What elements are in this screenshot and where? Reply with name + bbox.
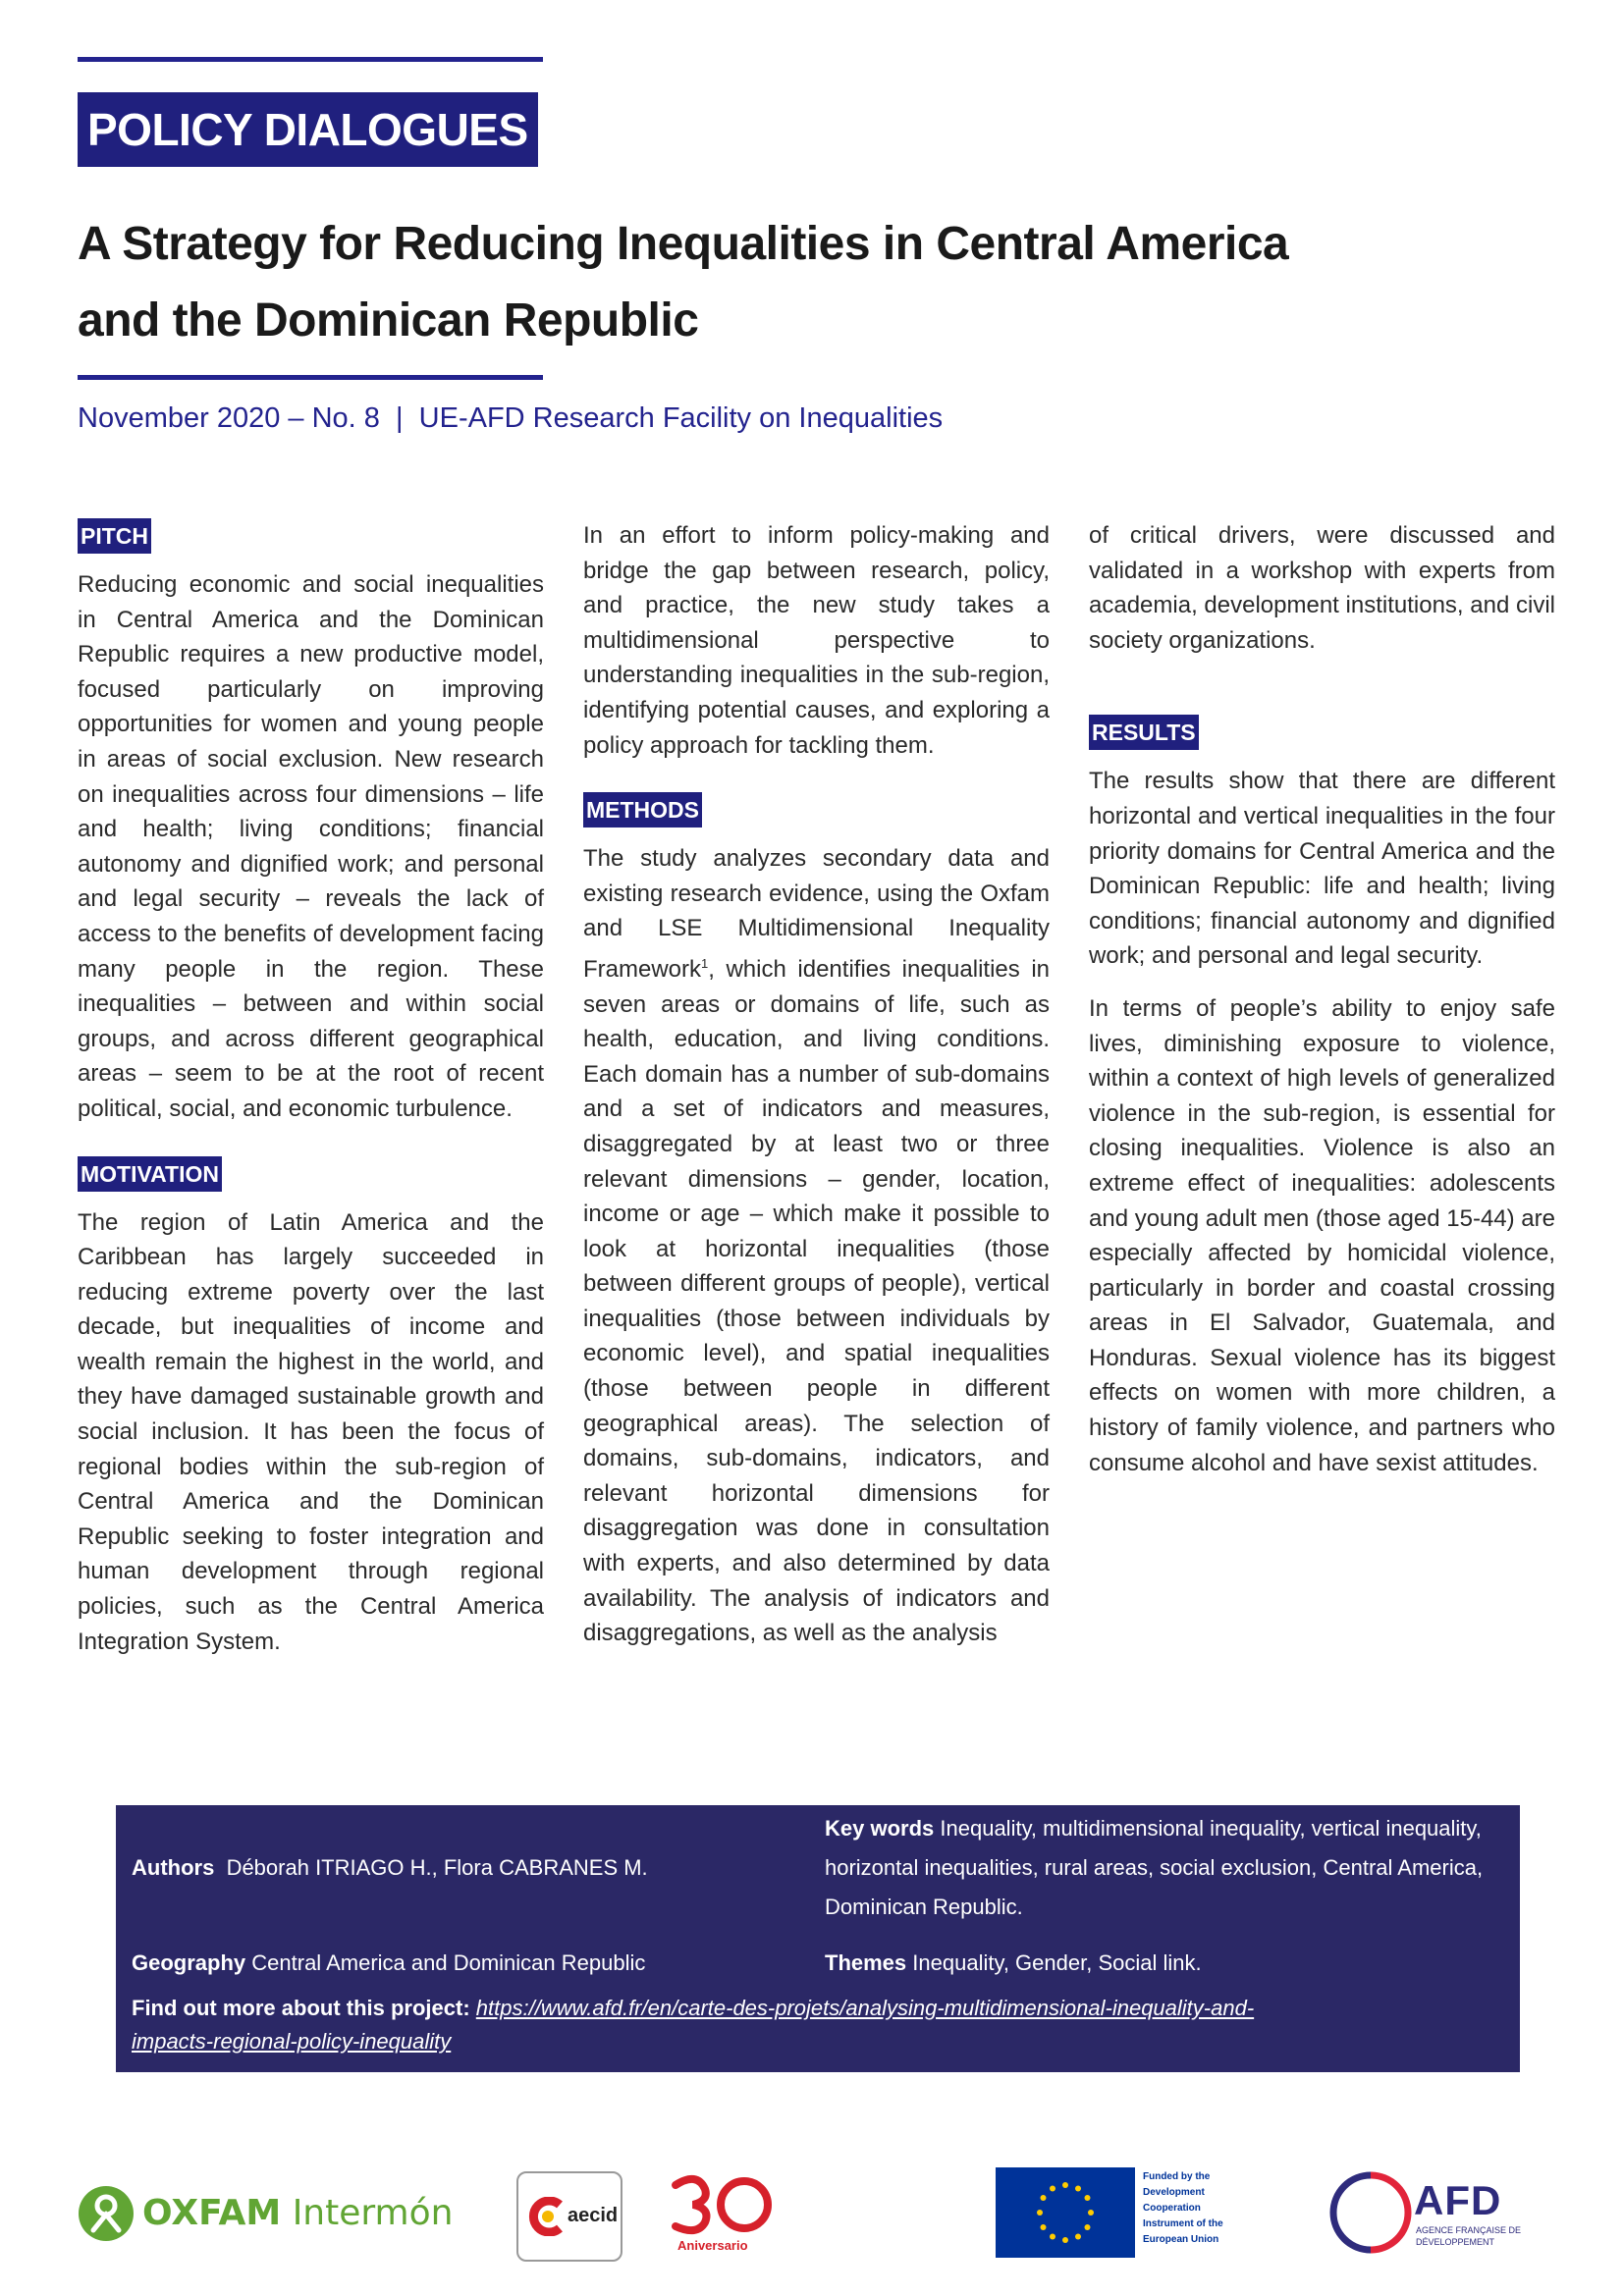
- authors: [132, 1848, 648, 1888]
- methods-text-a: The study analyzes secondary data and existing research evidence, using the Oxfam and LSE Multidimensional Inequality Framework: [583, 845, 1050, 983]
- geography-value: Central America and Dominican Republic: [251, 1950, 646, 1975]
- info-box: [116, 1805, 1520, 2072]
- pitch-text: Reducing economic and social inequalities in Central America and the Dominican Republic requires a new productive model, focused particularly on improving opportunities for women and young people in areas of social exclusion. New research on inequalities across four dimensions – life and health; living conditions; financial autonomy and dignified work; and personal and legal security – reveals the lack of access to the benefits of development facing many people in the region. These inequalities – between and within social groups, and across different geographical areas – seem to be at the root of recent political, social, and economic turbulence.: [78, 571, 544, 1122]
- aecid-c-icon: [526, 2197, 566, 2236]
- themes-label: Themes: [825, 1950, 907, 1975]
- issue-subtitle: November 2020 – No. 8 | UE-AFD Research Facility on Inequalities: [78, 402, 944, 434]
- methods-heading: METHODS: [583, 792, 702, 828]
- intro-text: In an effort to inform policy-making and bridge the gap between research, policy, and practice, the new study takes a multidimensional perspective to understanding inequalities in the sub-region, identifying potential causes, and exploring a policy approach for tackling them.: [583, 522, 1050, 759]
- results-heading: RESULTS: [1089, 715, 1199, 750]
- find-out-more-label: Find out more about this project:: [132, 1996, 470, 2020]
- themes-value: Inequality, Gender, Social link.: [912, 1950, 1202, 1975]
- top-rule: [78, 57, 543, 62]
- aecid-text: aecid: [568, 2205, 619, 2226]
- keywords: [825, 1809, 1502, 1927]
- page-title: [78, 206, 1531, 359]
- geography: [132, 1944, 645, 1983]
- project-link-cont[interactable]: impacts-regional-policy-inequality: [132, 2029, 452, 2054]
- afd-wordmark: AFD: [1414, 2177, 1502, 2223]
- title-line-2: and the Dominican Republic: [78, 294, 699, 347]
- geography-label: Geography: [132, 1950, 246, 1975]
- afd-fullname: AGENCE FRANÇAISE DE DÉVELOPPEMENT: [1416, 2225, 1522, 2247]
- authors-value: Déborah ITRIAGO H., Flora CABRANES M.: [226, 1855, 648, 1880]
- oxfam-wordmark: [142, 2193, 453, 2233]
- themes: [825, 1944, 1202, 1983]
- oxfam-icon: [78, 2185, 135, 2242]
- eu-funding-text: Funded by the Development Cooperation Instrument of the European Union: [1143, 2171, 1223, 2245]
- motivation-text: The region of Latin America and the Caribbean has largely succeeded in reducing extreme poverty over the last decade, but inequalities of income and wealth remain the highest in the world, and they have damaged sustainable growth and social inclusion. It has been the focus of regional bodies within the sub-region of Central America and the Dominican Republic seeking to foster integration and human development through regional policies, such as the Central America Integration System.: [78, 1208, 544, 1655]
- authors-label: Authors: [132, 1855, 215, 1880]
- oxfam-rest: Intermón: [292, 2193, 454, 2233]
- eu-logo: [996, 2167, 1241, 2258]
- series-banner: POLICY DIALOGUES: [78, 92, 538, 167]
- title-line-1: A Strategy for Reducing Inequalities in Central America: [78, 218, 1289, 270]
- find-out-more: [132, 1992, 1506, 2058]
- aniversario-logo: [670, 2173, 778, 2262]
- project-link[interactable]: https://www.afd.fr/en/carte-des-projets/analysing-multidimensional-inequality-and-: [475, 1996, 1255, 2020]
- motivation-heading: MOTIVATION: [78, 1156, 222, 1192]
- pitch-heading: PITCH: [78, 518, 151, 554]
- footnote-marker: 1: [701, 955, 709, 971]
- methods-continuation: of critical drivers, were discussed and validated in a workshop with experts from academia, development institutions, and civil society organizations.: [1089, 522, 1555, 654]
- column-2: [583, 518, 1050, 1651]
- methods-text: [583, 841, 1050, 1651]
- keywords-label: Key words: [825, 1816, 935, 1841]
- column-3: [1089, 518, 1555, 1480]
- oxfam-logo: [78, 2185, 454, 2244]
- aniversario-text: Aniversario: [677, 2238, 748, 2253]
- results-text-2: In terms of people’s ability to enjoy safe lives, diminishing exposure to violence, within a context of high levels of generalized violence in the sub-region, is essential for closing inequalities. Violence is also an extreme effect of inequalities: adolescents and young adult men (those aged 15-44) are especially affected by homicidal violence, particularly in border and coastal crossing areas in El Salvador, Guatemala, and Honduras. Sexual violence has its biggest effects on women with more children, a history of family violence, and partners who consume alcohol and have sexist attitudes.: [1089, 994, 1555, 1476]
- methods-text-b: , which identifies inequalities in seven areas or domains of life, such as health, education, and living conditions. Each domain has a number of sub-domains and a set of indicators and measures, disaggregated by at least two or three relevant dimensions – gender, location, income or age – which make it possible to look at horizontal inequalities (those between different groups of people), vertical inequalities (those between individuals by economic level), and spatial inequalities (those between people in different geographical areas). The selection of domains, sub-domains, indicators, and relevant horizontal dimensions for disaggregation was done in consultation with experts, and also determined by data availability. The analysis of indicators and disaggregations, as well as the analysis: [583, 955, 1050, 1647]
- column-1: [78, 518, 544, 1659]
- keywords-value: Inequality, multidimensional inequality, vertical inequality, horizontal inequalities, rural areas, social exclusion, Central America, Dominican Republic.: [825, 1816, 1484, 1919]
- title-rule: [78, 375, 543, 380]
- afd-logo: [1329, 2171, 1526, 2254]
- oxfam-bold: OXFAM: [142, 2193, 282, 2233]
- eu-flag-icon: [996, 2167, 1135, 2258]
- anniversary-30-icon: [670, 2173, 778, 2236]
- afd-ring-icon: [1329, 2171, 1412, 2254]
- aecid-logo: [516, 2171, 622, 2262]
- results-text-1: The results show that there are different horizontal and vertical inequalities in the four priority domains for Central America and the Dominican Republic: life and health; living conditions; financial autonomy and dignified work; and personal and legal security.: [1089, 768, 1555, 970]
